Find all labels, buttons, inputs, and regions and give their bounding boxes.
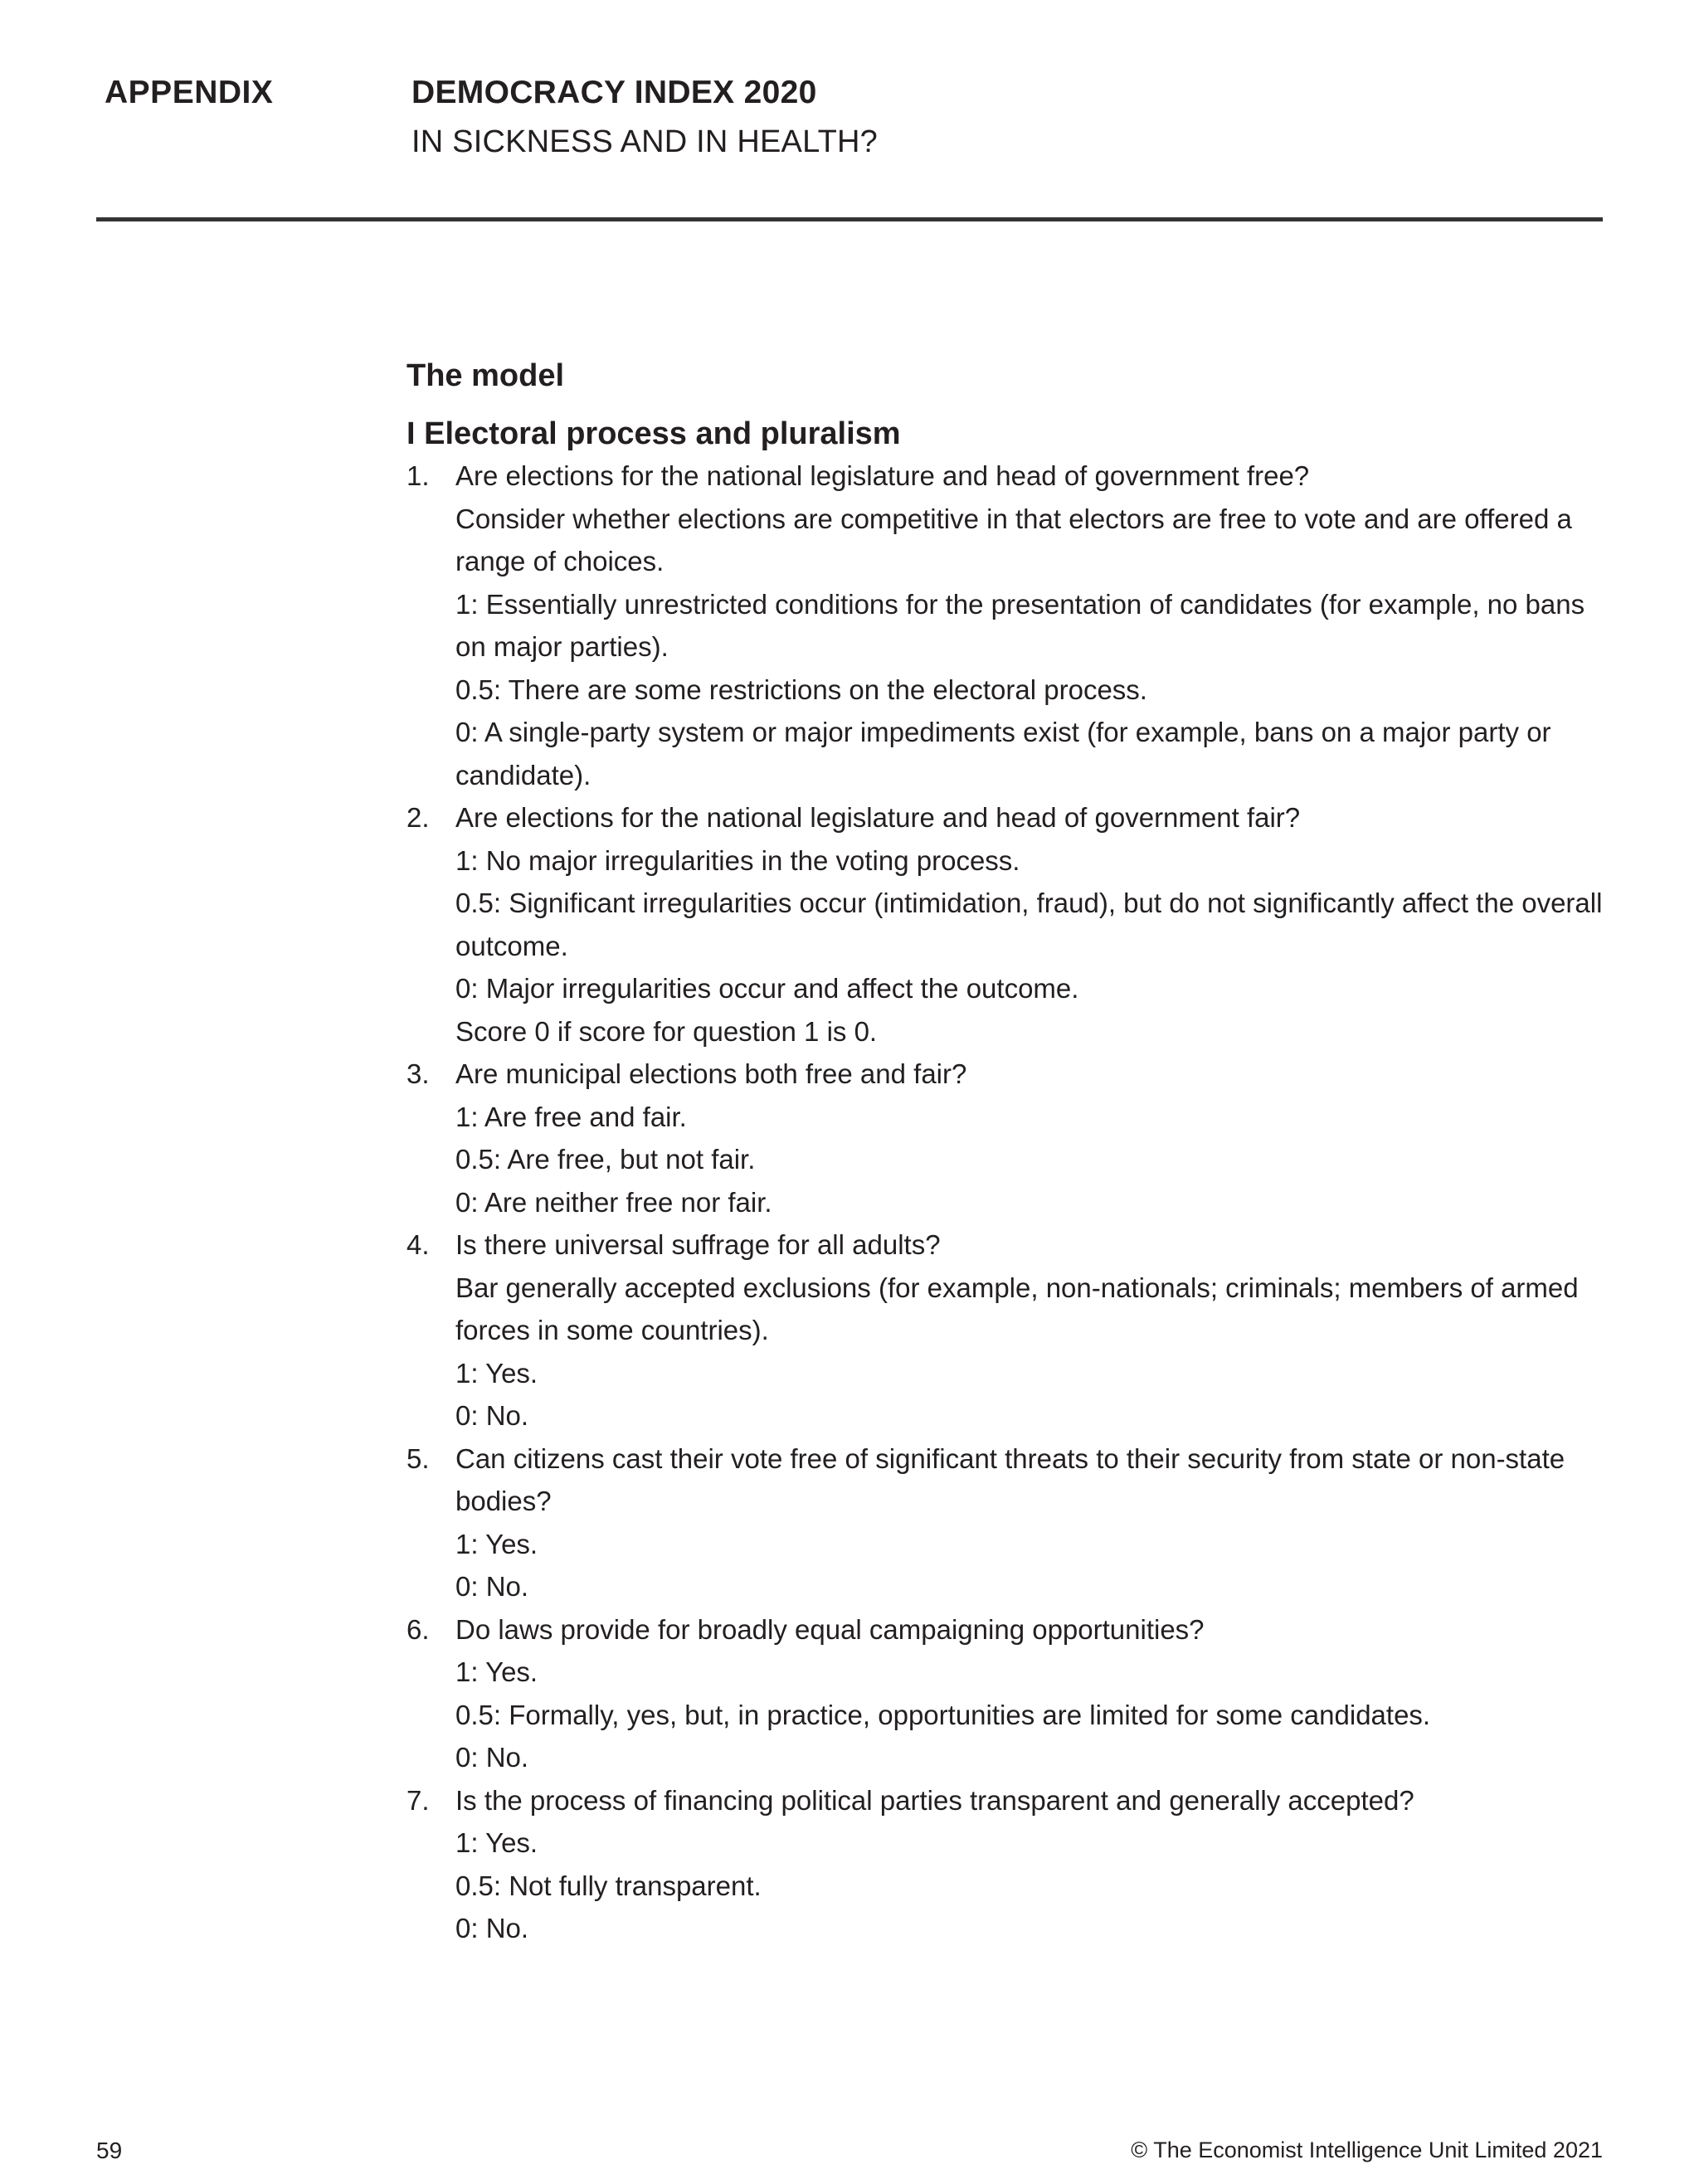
- subsection-heading: I Electoral process and pluralism: [406, 416, 901, 451]
- question-number: 4.: [406, 1229, 430, 1260]
- question-detail: 1: Yes.: [455, 1827, 538, 1858]
- question-number: 2.: [406, 802, 430, 833]
- question-number: 7.: [406, 1784, 430, 1816]
- header-divider: [96, 217, 1603, 221]
- question-detail: Consider whether elections are competitive in that electors are free to vote and are offered a range of choices.: [455, 503, 1572, 576]
- question-item: [406, 796, 1609, 1053]
- question-text: Are municipal elections both free and fair?: [455, 1058, 967, 1089]
- question-number: 5.: [406, 1442, 430, 1474]
- question-detail: 1: Essentially unrestricted conditions for the presentation of candidates (for example, no bans on major parties).: [455, 588, 1585, 662]
- question-number: 6.: [406, 1613, 430, 1645]
- main-content: [406, 355, 1609, 1950]
- question-item: [406, 1437, 1609, 1608]
- question-text: Is there universal suffrage for all adults?: [455, 1229, 941, 1260]
- question-detail: 0: No.: [455, 1913, 529, 1943]
- question-detail: Bar generally accepted exclusions (for example, non-nationals; criminals; members of armed forces in some countries).: [455, 1272, 1579, 1345]
- question-detail: 0: No.: [455, 1400, 529, 1431]
- question-detail: 0: Major irregularities occur and affect the outcome.: [455, 973, 1079, 1004]
- appendix-label: APPENDIX: [105, 75, 274, 110]
- section-heading: The model: [406, 358, 565, 393]
- question-detail: 0: No.: [455, 1742, 529, 1773]
- question-text: Are elections for the national legislature and head of government free?: [455, 460, 1310, 491]
- question-text: Are elections for the national legislature and head of government fair?: [455, 802, 1301, 833]
- question-detail: 0.5: Are free, but not fair.: [455, 1144, 756, 1175]
- report-subtitle: IN SICKNESS AND IN HEALTH?: [411, 124, 878, 159]
- question-detail: 1: Yes.: [455, 1528, 538, 1559]
- question-number: 1.: [406, 460, 430, 491]
- question-detail: 0.5: Not fully transparent.: [455, 1870, 762, 1901]
- question-detail: 0: A single-party system or major impediments exist (for example, bans on a major party or candidate).: [455, 717, 1551, 790]
- question-list: [406, 455, 1609, 1950]
- question-detail: 1: No major irregularities in the voting process.: [455, 844, 1020, 876]
- question-text: Is the process of financing political parties transparent and generally accepted?: [455, 1784, 1414, 1816]
- question-item: [406, 1223, 1609, 1437]
- question-detail: 0: No.: [455, 1571, 529, 1602]
- question-item: [406, 1053, 1609, 1223]
- question-item: [406, 1608, 1609, 1779]
- question-detail: 1: Yes.: [455, 1656, 538, 1687]
- copyright-notice: © The Economist Intelligence Unit Limited 2021: [1131, 2138, 1603, 2162]
- question-detail: 0: Are neither free nor fair.: [455, 1186, 772, 1218]
- question-detail: Score 0 if score for question 1 is 0.: [455, 1015, 878, 1047]
- question-detail: 0.5: Significant irregularities occur (intimidation, fraud), but do not significantly affect the overall outcome.: [455, 888, 1603, 961]
- page-number: 59: [96, 2138, 123, 2163]
- question-detail: 0.5: Formally, yes, but, in practice, opportunities are limited for some candidates.: [455, 1699, 1431, 1730]
- question-detail: 1: Are free and fair.: [455, 1101, 687, 1132]
- question-number: 3.: [406, 1058, 430, 1089]
- question-detail: 1: Yes.: [455, 1357, 538, 1389]
- question-item: [406, 1779, 1609, 1950]
- report-title: DEMOCRACY INDEX 2020: [411, 75, 817, 110]
- question-text: Do laws provide for broadly equal campaigning opportunities?: [455, 1613, 1205, 1645]
- question-detail: 0.5: There are some restrictions on the electoral process.: [455, 674, 1147, 705]
- question-text: Can citizens cast their vote free of significant threats to their security from state or non-state bodies?: [455, 1442, 1565, 1516]
- question-item: [406, 455, 1609, 796]
